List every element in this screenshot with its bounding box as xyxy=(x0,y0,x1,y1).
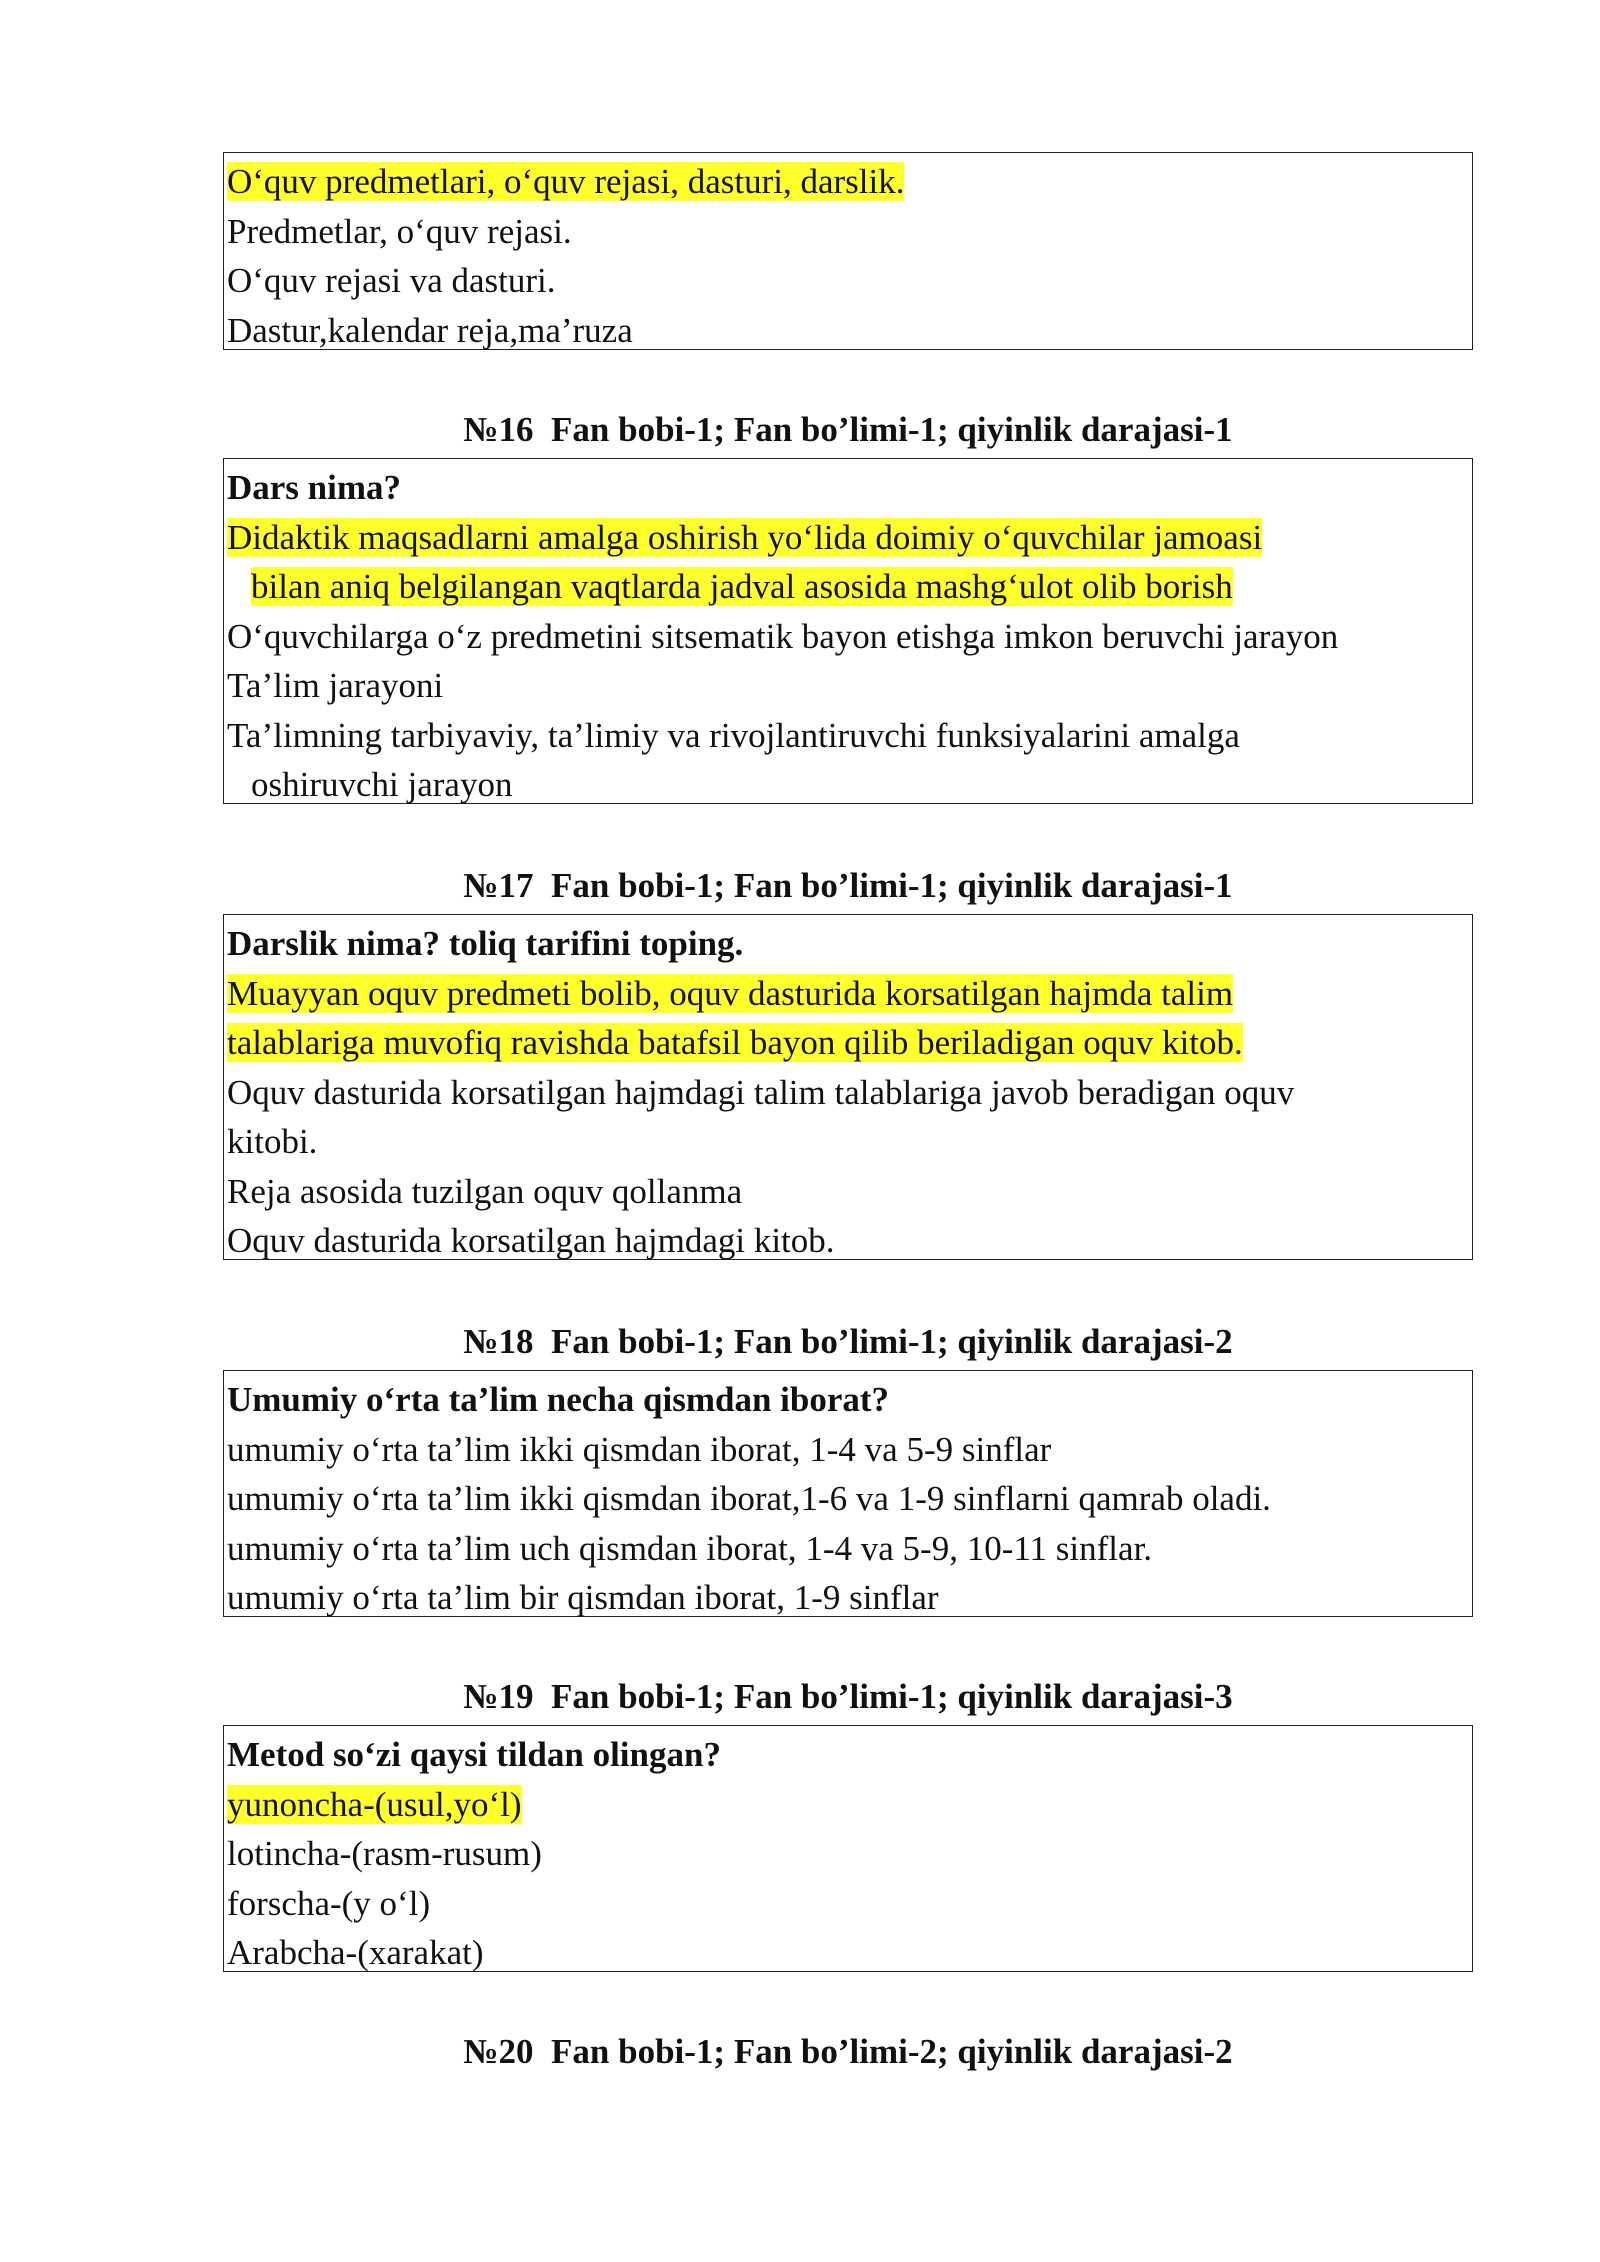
highlighted-answer: Didaktik maqsadlarni amalga oshirish yo‘lida doimiy o‘quvchilar jamoasi xyxy=(227,517,1263,557)
answer-line: Oquv dasturida korsatilgan hajmdagi kitob. xyxy=(227,1221,835,1260)
answer-line: Predmetlar, o‘quv rejasi. xyxy=(227,211,572,251)
question-text: Dars nima? xyxy=(227,468,402,507)
question-heading-18: №18 Fan bobi-1; Fan bo’limi-1; qiyinlik darajasi-2 xyxy=(463,1322,1233,1361)
answer-line-correct xyxy=(227,1780,1472,1830)
highlighted-answer: O‘quv predmetlari, o‘quv rejasi, dasturi, darslik. xyxy=(227,162,905,201)
answer-line: Reja asosida tuzilgan oquv qollanma xyxy=(227,1171,743,1211)
answer-line: Ta’limning tarbiyaviy, ta’limiy va rivojlantiruvchi funksiyalarini amalga xyxy=(227,715,1240,755)
answer-box-15 xyxy=(223,152,1473,350)
question-heading-19: №19 Fan bobi-1; Fan bo’limi-1; qiyinlik darajasi-3 xyxy=(463,1677,1233,1716)
highlighted-answer: talablariga muvofiq ravishda batafsil bayon qilib beriladigan oquv kitob. xyxy=(227,1023,1243,1062)
answer-line-correct xyxy=(227,513,1472,563)
question-heading-20: №20 Fan bobi-1; Fan bo’limi-2; qiyinlik darajasi-2 xyxy=(463,2032,1233,2071)
answer-line: kitobi. xyxy=(227,1122,318,1161)
answer-line: umumiy o‘rta ta’lim ikki qismdan iborat,1-6 va 1-9 sinflarni qamrab oladi. xyxy=(227,1479,1271,1518)
answer-line: umumiy o‘rta ta’lim ikki qismdan iborat, 1-4 va 5-9 sinflar xyxy=(227,1429,1052,1469)
answer-line: umumiy o‘rta ta’lim bir qismdan iborat, 1-9 sinflar xyxy=(227,1578,939,1617)
question-box-17 xyxy=(223,914,1473,1260)
answer-line: Ta’lim jarayoni xyxy=(227,666,444,705)
answer-line: O‘quv rejasi va dasturi. xyxy=(227,261,556,300)
answer-line-correct xyxy=(227,969,1472,1019)
question-box-18 xyxy=(223,1370,1473,1617)
answer-line: Arabcha-(xarakat) xyxy=(227,1933,484,1972)
answer-line: Oquv dasturida korsatilgan hajmdagi talim talablariga javob beradigan oquv xyxy=(227,1072,1295,1112)
question-box-19 xyxy=(223,1725,1473,1972)
answer-line: forscha-(y o‘l) xyxy=(227,1883,431,1923)
question-heading-16: №16 Fan bobi-1; Fan bo’limi-1; qiyinlik darajasi-1 xyxy=(463,410,1233,449)
question-text: Metod so‘zi qaysi tildan olingan? xyxy=(227,1735,721,1774)
answer-line: O‘quvchilarga o‘z predmetini sitsematik bayon etishga imkon beruvchi jarayon xyxy=(227,616,1339,656)
highlighted-answer: bilan aniq belgilangan vaqtlarda jadval asosida mashg‘ulot olib borish xyxy=(251,567,1233,606)
question-text: Umumiy o‘rta ta’lim necha qismdan iborat? xyxy=(227,1380,890,1419)
answer-line-correct xyxy=(227,1018,1472,1068)
highlighted-answer: yunoncha-(usul,yo‘l) xyxy=(227,1784,522,1824)
question-text: Darslik nima? toliq tarifini toping. xyxy=(227,924,744,963)
question-heading-17: №17 Fan bobi-1; Fan bo’limi-1; qiyinlik darajasi-1 xyxy=(463,866,1233,905)
highlighted-answer: Muayyan oquv predmeti bolib, oquv dasturida korsatilgan hajmda talim xyxy=(227,973,1234,1013)
answer-line: Dastur,kalendar reja,ma’ruza xyxy=(227,310,633,350)
answer-line-correct xyxy=(227,562,1472,612)
question-box-16 xyxy=(223,458,1473,804)
answer-line: umumiy o‘rta ta’lim uch qismdan iborat, 1-4 va 5-9, 10-11 sinflar. xyxy=(227,1528,1153,1568)
answer-line: oshiruvchi jarayon xyxy=(251,765,513,804)
answer-line: lotincha-(rasm-rusum) xyxy=(227,1834,542,1873)
answer-line-correct xyxy=(227,157,1472,207)
